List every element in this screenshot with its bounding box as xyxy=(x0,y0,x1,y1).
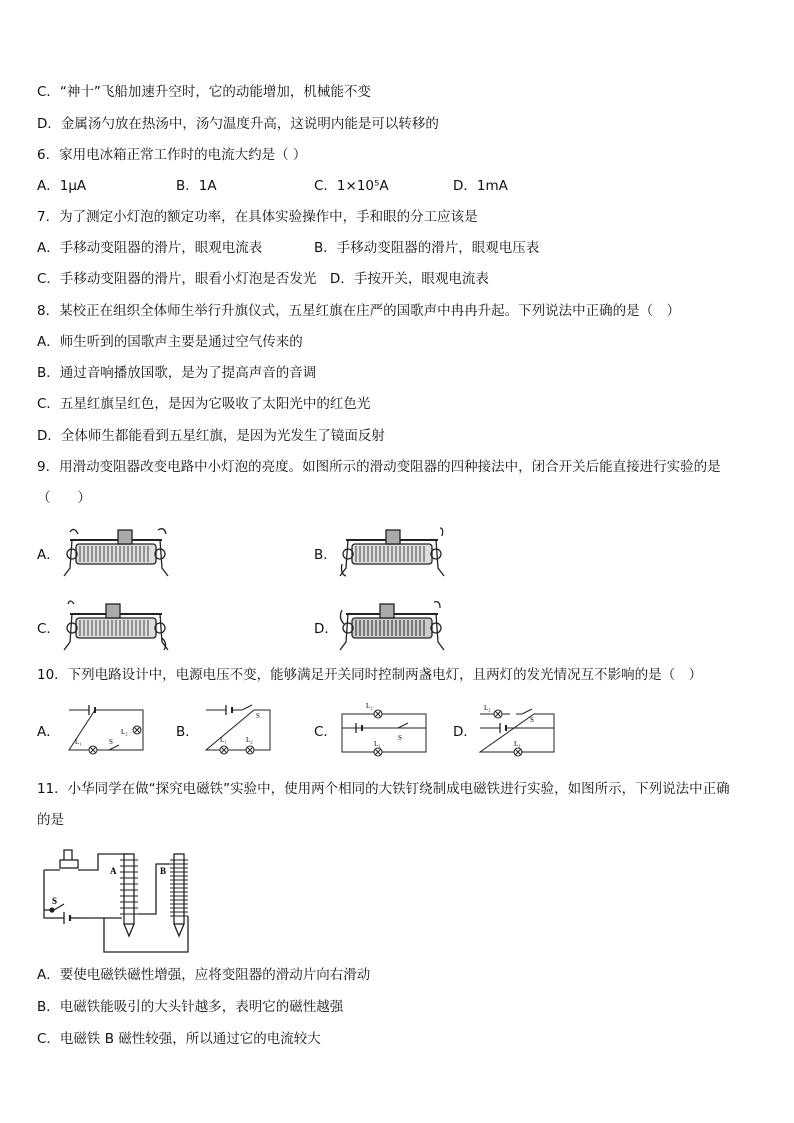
q10-label-d: D． xyxy=(453,724,477,740)
q11-option-c: C．电磁铁 B 磁性较强，所以通过它的电流较大 xyxy=(37,1031,321,1047)
q8-option-b: B．通过音响播放国歌，是为了提高声音的音调 xyxy=(37,365,317,381)
q9-stem: 9．用滑动变阻器改变电路中小灯泡的亮度。如图所示的滑动变阻器的四种接法中，闭合开关后能直接进行实验的是 xyxy=(37,459,721,475)
q10-c-s-label: S xyxy=(398,734,402,742)
q10-circuit-a xyxy=(65,704,147,756)
q10-a-l2-label: L₂ xyxy=(121,728,128,736)
q5-option-d: D．金属汤勺放在热汤中，汤勺温度升高，这说明内能是可以转移的 xyxy=(37,116,439,132)
q6-stem: 6．家用电冰箱正常工作时的电流大约是（ ） xyxy=(37,147,307,163)
q8-option-a: A．师生听到的国歌声主要是通过空气传来的 xyxy=(37,334,303,350)
q9-label-b: B． xyxy=(314,547,337,563)
q10-a-l1-label: L₁ xyxy=(75,738,82,746)
q11-label-s: S xyxy=(52,896,58,906)
q10-stem: 10．下列电路设计中，电源电压不变，能够满足开关同时控制两盏电灯，且两灯的发光情况互不影响的是（ ） xyxy=(37,667,703,683)
q9-rheostat-d-figure xyxy=(338,598,448,658)
q8-option-d: D．全体师生都能看到五星红旗，是因为光发生了镜面反射 xyxy=(37,428,385,444)
q8-option-c: C．五星红旗呈红色，是因为它吸收了太阳光中的红色光 xyxy=(37,396,371,412)
q10-c-l1-label: L₁ xyxy=(374,740,381,748)
q10-c-l2-label: L₂ xyxy=(366,702,373,710)
q10-a-s-label: S xyxy=(109,738,113,746)
q11-option-b: B．电磁铁能吸引的大头针越多，表明它的磁性越强 xyxy=(37,999,344,1015)
q11-label-a: A xyxy=(110,866,117,876)
q10-b-s-label: S xyxy=(256,712,260,720)
q10-label-c: C． xyxy=(314,724,337,740)
q10-d-s-label: S xyxy=(530,716,534,724)
q10-circuit-d xyxy=(476,700,558,758)
q6-option-d: D．1mA xyxy=(453,178,508,194)
q9-label-a: A． xyxy=(37,547,60,563)
q5-option-c: C．“神十”飞船加速升空时，它的动能增加，机械能不变 xyxy=(37,84,371,100)
q10-circuit-b xyxy=(202,704,274,756)
q8-stem: 8．某校正在组织全体师生举行升旗仪式，五星红旗在庄严的国歌声中冉冉升起。下列说法中正确的是（ ） xyxy=(37,303,681,319)
q11-stem: 11．小华同学在做“探究电磁铁”实验中，使用两个相同的大铁钉绕制成电磁铁进行实验，如图所示，下列说法中正确 xyxy=(37,781,730,797)
q7-option-cd: C．手移动变阻器的滑片，眼看小灯泡是否发光 D．手按开关，眼观电流表 xyxy=(37,271,489,287)
q9-label-d: D． xyxy=(314,621,338,637)
q7-option-b: B．手移动变阻器的滑片，眼观电压表 xyxy=(314,240,540,256)
q10-d-l1-label: L₁ xyxy=(514,740,521,748)
q11-electromagnet-figure xyxy=(38,840,198,956)
q9-stem-blank: （ ） xyxy=(37,490,91,506)
q10-d-l2-label: L₂ xyxy=(484,704,491,712)
q11-option-a: A．要使电磁铁磁性增强，应将变阻器的滑动片向右滑动 xyxy=(37,967,371,983)
q10-circuit-c xyxy=(338,700,430,758)
q9-rheostat-c-figure xyxy=(62,598,172,658)
q7-option-a: A．手移动变阻器的滑片，眼观电流表 xyxy=(37,240,263,256)
q10-b-l2-label: L₂ xyxy=(246,736,253,744)
q11-stem-cont: 的是 xyxy=(37,812,64,828)
q6-option-a: A．1μA xyxy=(37,178,87,194)
q10-label-a: A． xyxy=(37,724,60,740)
q6-option-c: C．1×10⁵A xyxy=(314,178,389,194)
q10-b-l1-label: L₁ xyxy=(220,736,227,744)
q7-stem: 7．为了测定小灯泡的额定功率，在具体实验操作中，手和眼的分工应该是 xyxy=(37,209,478,225)
q11-label-b: B xyxy=(160,866,167,876)
q9-rheostat-b-figure xyxy=(338,524,448,584)
q6-option-b: B．1A xyxy=(176,178,217,194)
q10-label-b: B． xyxy=(176,724,199,740)
q9-label-c: C． xyxy=(37,621,60,637)
q9-rheostat-a-figure xyxy=(62,524,172,584)
